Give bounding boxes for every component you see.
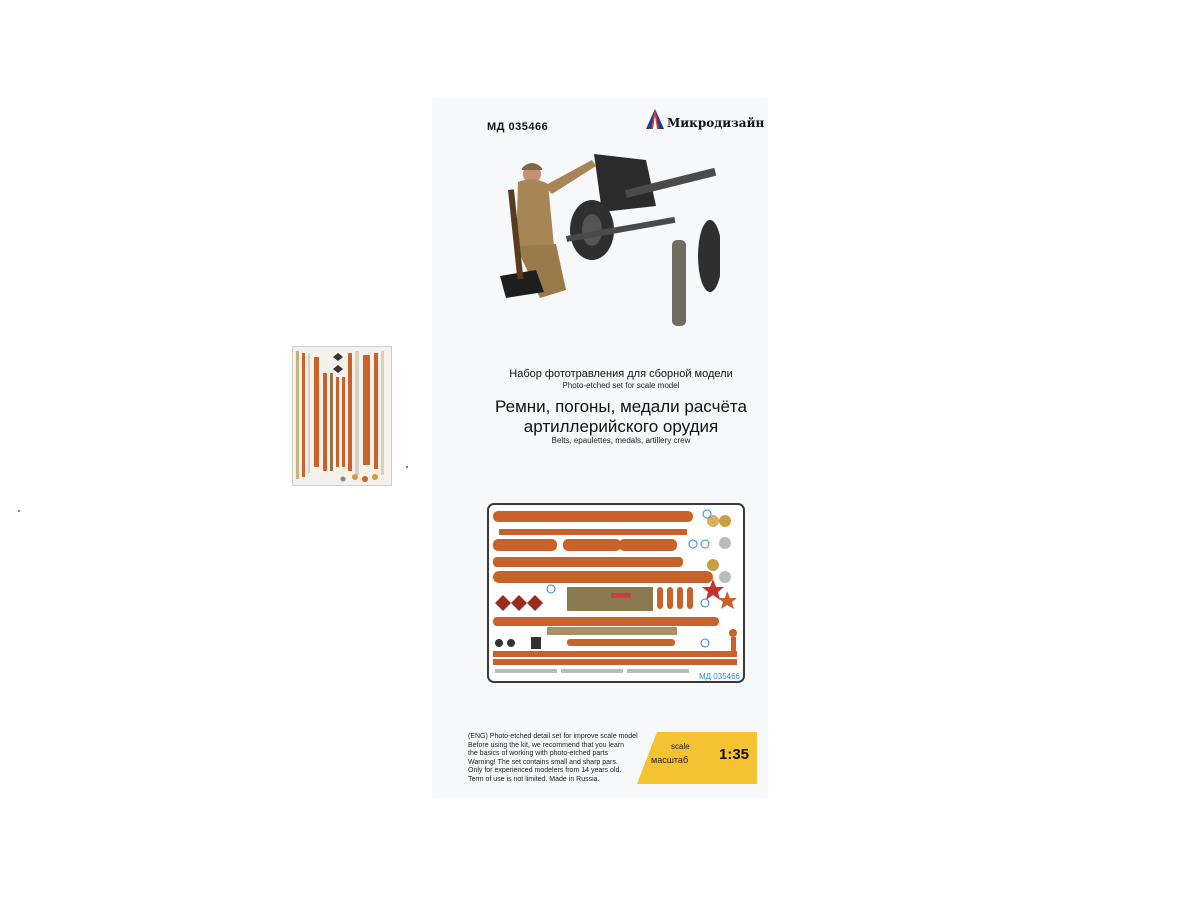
product-title-line2: артиллерийского орудия <box>523 417 719 436</box>
product-title-en: Belts, epaulettes, medals, artillery crew <box>551 436 691 445</box>
warning-line: (ENG) Photo-etched detail set for improve scale model <box>468 733 638 740</box>
fret-code: МД 035466 <box>699 672 740 681</box>
warning-line: Warning! The set contains small and sharp pars. <box>468 758 618 766</box>
scale-tag <box>637 732 757 784</box>
scale-label-ru: масштаб <box>651 755 689 765</box>
subtitle-en: Photo-etched set for scale model <box>562 381 680 390</box>
warning-line: Only for experienced modelers from 14 years old. <box>468 767 622 775</box>
warning-line: Term of use is not limited. Made in Russia. <box>468 775 600 783</box>
speck <box>18 510 20 512</box>
warning-text <box>468 733 643 785</box>
brand-name: Микродизайн <box>667 116 765 130</box>
speck <box>406 466 408 468</box>
scale-label-en: scale <box>671 742 690 751</box>
cover-photo <box>496 150 720 330</box>
product-title <box>432 397 810 437</box>
scale-value: 1:35 <box>719 746 750 763</box>
fret-thumbnail <box>292 346 392 486</box>
logo-triangle-icon <box>645 108 665 130</box>
warning-line: Before using the kit, we recommend that you learn <box>468 741 625 749</box>
product-title-line1: Ремни, погоны, медали расчёта <box>495 397 747 416</box>
warning-line: the basics of working with photo-etched parts <box>468 750 609 758</box>
fret-diagram <box>487 503 745 683</box>
subtitle-ru: Набор фототравления для сборной модели <box>509 368 733 380</box>
product-code: МД 035466 <box>487 121 549 133</box>
